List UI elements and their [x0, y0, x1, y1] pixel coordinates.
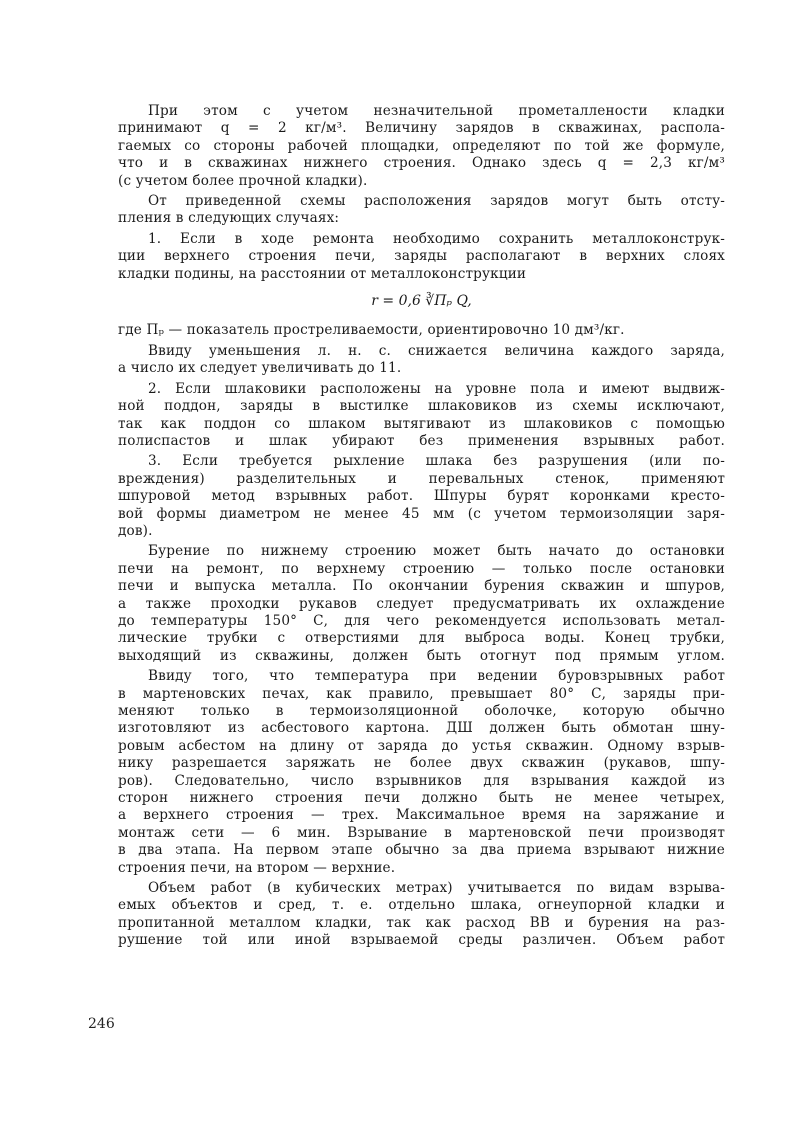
text-line: а верхнего строения — трех. Максимальное время на заряжание и [118, 807, 725, 824]
text-line: емых объектов и сред, т. е. отдельно шлака, огнеупорной кладки и [118, 897, 725, 914]
text-line: От приведенной схемы расположения зарядов могут быть отсту- [148, 193, 725, 210]
page-number: 246 [88, 1016, 115, 1032]
text-line: а число их следует увеличивать до 11. [118, 360, 402, 377]
paragraph-charge-reduction [118, 343, 725, 378]
text-line: печи на ремонт, по верхнему строению — только после остановки [118, 560, 725, 577]
page-body [118, 103, 725, 953]
text-line: дов). [118, 522, 153, 539]
paragraph-blasting-procedure [118, 668, 725, 877]
text-line: вреждения) разделительных и перевальных стенок, применяют [118, 470, 725, 487]
text-line: так как поддон со шлаком вытягивают из шлаковиков с помощью [118, 415, 725, 432]
text-line: 3. Если требуется рыхление шлака без разрушения (или по- [148, 453, 725, 470]
text-line: рушение той или иной взрываемой среды различен. Объем работ [118, 932, 725, 949]
text-line: ровым асбестом на длину от заряда до устья скважин. Одному взрыв- [118, 737, 725, 754]
text-line: пропитанной металлом кладки, так как расход ВВ и бурения на раз- [118, 914, 725, 931]
text-line: лические трубки с отверстиями для выброса воды. Конец трубки, [118, 630, 725, 647]
text-line: Бурение по нижнему строению может быть начато до остановки [148, 543, 725, 560]
text-line: что и в скважинах нижнего строения. Однако здесь q = 2,3 кг/м³ [118, 155, 725, 172]
text-line: принимают q = 2 кг/м³. Величину зарядов в скважинах, распола- [118, 120, 725, 137]
text-line: где Пₚ — показатель простреливаемости, ориентировочно 10 дм³/кг. [118, 322, 625, 339]
paragraph-deviations-intro [118, 193, 725, 228]
text-line: а также проходки рукавов следует предусматривать их охлаждение [118, 595, 725, 612]
text-line: 1. Если в ходе ремонта необходимо сохранить металлоконструк- [148, 230, 725, 247]
text-line: 2. Если шлаковики расположены на уровне пола и имеют выдвиж- [148, 380, 725, 397]
text-line: ции верхнего строения печи, заряды располагают в верхних слоях [118, 248, 725, 265]
text-line: монтаж сети — 6 мин. Взрывание в мартеновской печи производят [118, 824, 725, 841]
text-line: (с учетом более прочной кладки). [118, 172, 368, 189]
text-line: кладки подины, на расстоянии от металлоконструкции [118, 265, 527, 282]
text-line: Ввиду уменьшения л. н. с. снижается величина каждого заряда, [148, 342, 725, 359]
text-line: ной поддон, заряды в выстилке шлаковиков из схемы исключают, [118, 398, 725, 415]
text-line: Ввиду того, что температура при ведении буровзрывных работ [148, 668, 725, 685]
text-line: гаемых со стороны рабочей площадки, определяют по той же формуле, [118, 137, 725, 154]
text-line: меняют только в термоизоляционной оболочке, которую обычно [118, 703, 725, 719]
list-item-1 [118, 231, 725, 283]
paragraph-drilling [118, 543, 725, 665]
text-line: шпуровой метод взрывных работ. Шпуры бурят коронками кресто- [118, 488, 725, 505]
paragraph-charge-calculation [118, 103, 725, 190]
text-line: строения печи, на втором — верхние. [118, 859, 396, 876]
text-line: до температуры 150° С, для чего рекомендуется использовать метал- [118, 612, 725, 629]
text-line: полиспастов и шлак убирают без применения взрывных работ. [118, 432, 725, 449]
paragraph-formula-legend [118, 322, 725, 339]
text-line: Объем работ (в кубических метрах) учитывается по видам взрыва- [148, 880, 725, 897]
text-line: выходящий из скважины, должен быть отогнут под прямым углом. [118, 647, 725, 664]
paragraph-work-volume [118, 880, 725, 950]
text-line: При этом с учетом незначительной прометаллености кладки [148, 103, 725, 119]
text-line: нику разрешается заряжать не более двух скважин (рукавов, шпу- [118, 755, 725, 772]
text-line: в мартеновских печах, как правило, превышает 80° С, заряды при- [118, 685, 725, 702]
list-item-3 [118, 453, 725, 540]
text-line: сторон нижнего строения печи должно быть не менее четырех, [118, 790, 725, 807]
text-line: печи и выпуска металла. По окончании бурения скважин и шпуров, [118, 578, 725, 595]
text-line: в два этапа. На первом этапе обычно за два приема взрывают нижние [118, 842, 725, 859]
text-line: пления в следующих случаях: [118, 210, 340, 227]
text-line: вой формы диаметром не менее 45 мм (с учетом термоизоляции заря- [118, 505, 725, 522]
formula: r = 0,6 ∛Пₚ Q, [371, 293, 472, 310]
list-item-2 [118, 381, 725, 451]
text-line: изготовляют из асбестового картона. ДШ должен быть обмотан шну- [118, 720, 725, 737]
text-line: ров). Следовательно, число взрывников для взрывания каждой из [118, 772, 725, 789]
